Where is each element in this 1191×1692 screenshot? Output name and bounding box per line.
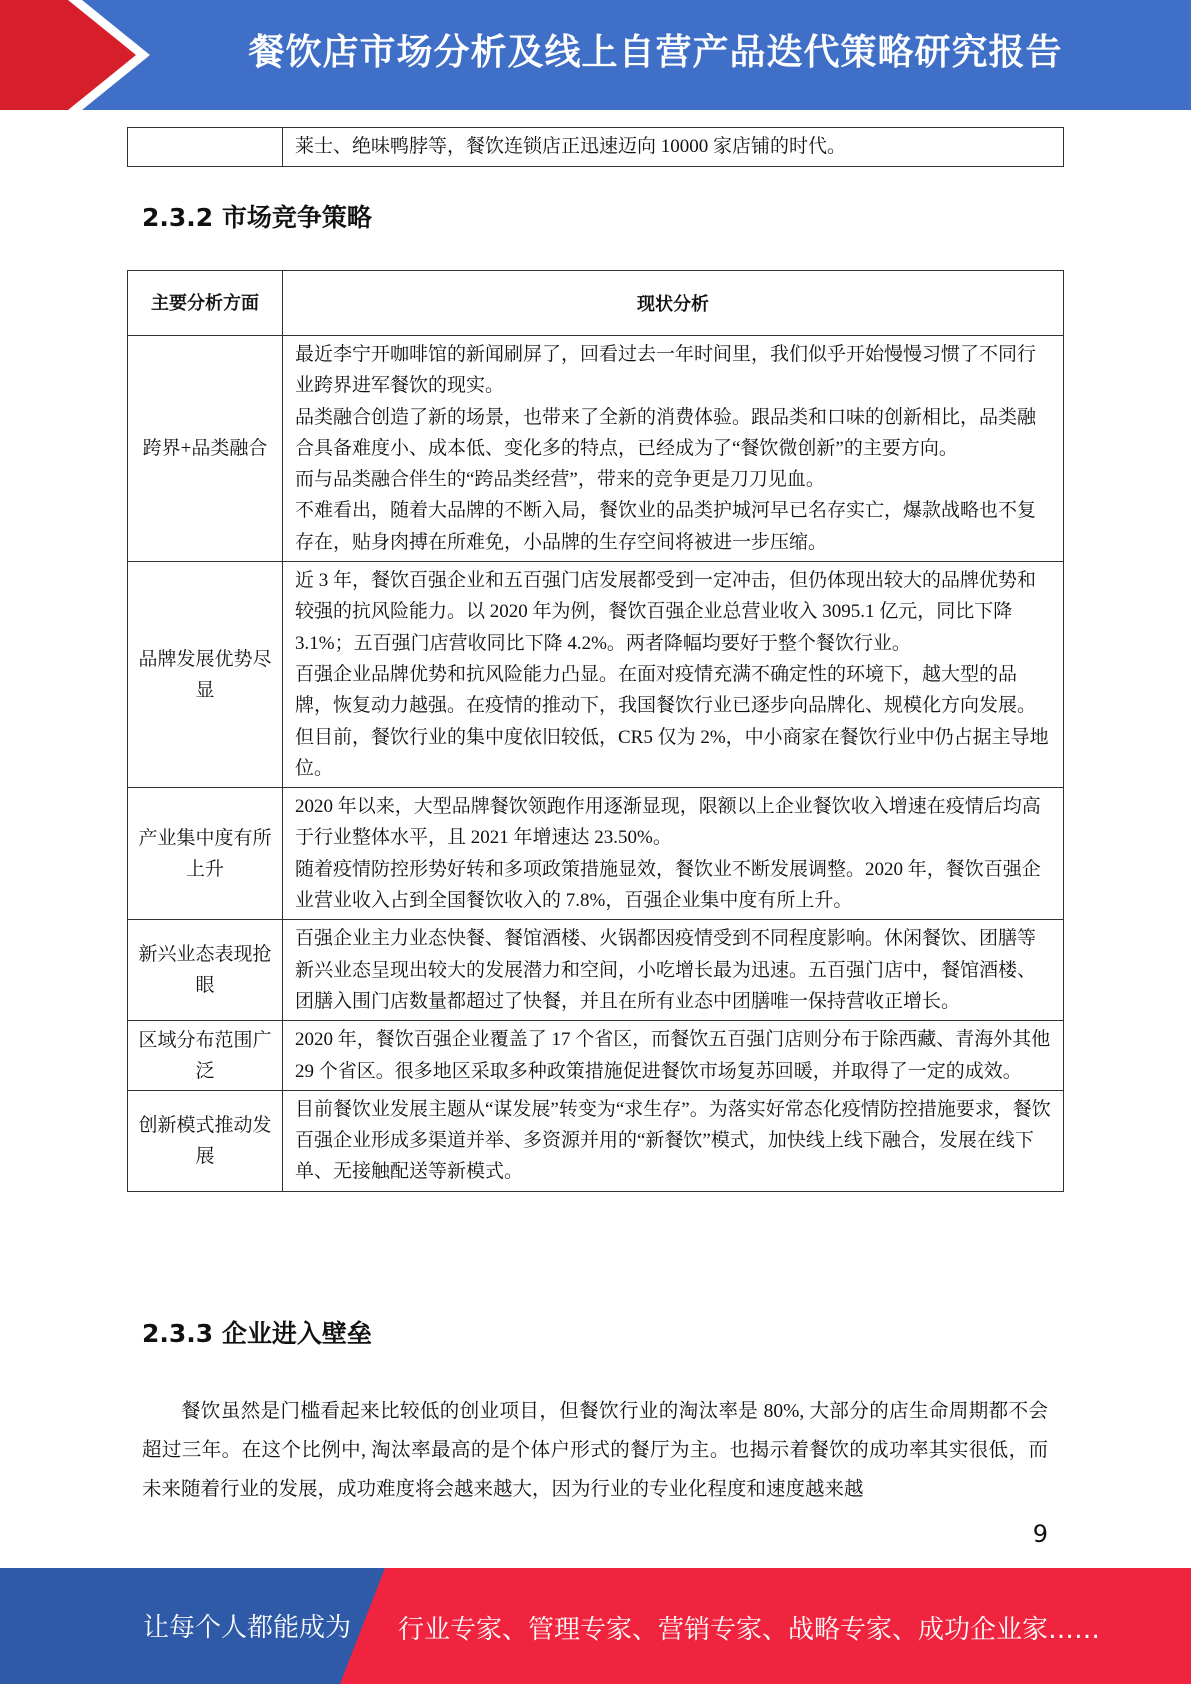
table-row [128,1090,1064,1191]
table-row [128,788,1064,920]
table-row [128,920,1064,1021]
continued-table [127,127,1064,167]
analysis-cell [283,788,1064,920]
analysis-cell [283,336,1064,562]
aspect-cell: 品牌发展优势尽显 [128,562,283,788]
analysis-paragraph: 而与品类融合伴生的“跨品类经营”，带来的竞争更是刀刀见血。 [295,469,825,491]
analysis-paragraph: 2020 年，餐饮百强企业覆盖了 17 个省区，而餐饮五百强门店则分布于除西藏、青海外其他 29 个省区。很多地区采取多种政策措施促进餐饮市场复苏回暖，并取得了一定的成效。 [295,1029,1051,1082]
analysis-cell [283,1090,1064,1191]
continued-analysis-cell: 莱士、绝味鸭脖等，餐饮连锁店正迅速迈向 10000 家店铺的时代。 [283,128,1064,167]
analysis-cell [283,920,1064,1021]
section-heading-233: 2.3.3 企业进入壁垒 [142,1319,372,1348]
table-row [128,336,1064,562]
analysis-paragraph: 百强企业主力业态快餐、餐馆酒楼、火锅都因疫情受到不同程度影响。休闲餐饮、团膳等新兴业态呈现出较大的发展潜力和空间，小吃增长最为迅速。五百强门店中，餐馆酒楼、团膳入围门店数量都超过了快餐，并且在所有业态中团膳唯一保持营收正增长。 [295,928,1037,1012]
analysis-paragraph: 最近李宁开咖啡馆的新闻刷屏了，回看过去一年时间里，我们似乎开始慢慢习惯了不同行业跨界进军餐饮的现实。 [295,344,1037,397]
footer-slogan-left: 让每个人都能成为 [143,1613,352,1643]
section-heading-232: 2.3.2 市场竞争策略 [142,203,372,232]
aspect-cell: 新兴业态表现抢眼 [128,920,283,1021]
analysis-paragraph: 近 3 年，餐饮百强企业和五百强门店发展都受到一定冲击，但仍体现出较大的品牌优势和较强的抗风险能力。以 2020 年为例，餐饮百强企业总营业收入 3095.1 亿元，同比下降 3.1%；五百强门店营收同比下降 4.2%。两者降幅均要好于整个餐饮行业。 [295,570,1037,654]
analysis-paragraph: 百强企业品牌优势和抗风险能力凸显。在面对疫情充满不确定性的环境下，越大型的品牌，恢复动力越强。在疫情的推动下，我国餐饮行业已逐步向品牌化、规模化方向发展。但目前，餐饮行业的集中度依旧较低，CR5 仅为 2%，中小商家在餐饮行业中仍占据主导地位。 [295,663,1049,779]
page-footer [0,1568,1191,1684]
analysis-cell [283,562,1064,788]
page-number: 9 [1032,1520,1048,1548]
table-header-row [128,271,1064,336]
report-title: 餐饮店市场分析及线上自营产品迭代策略研究报告 [248,32,1063,73]
aspect-cell: 跨界+品类融合 [128,336,283,562]
table-row [128,562,1064,788]
analysis-paragraph: 目前餐饮业发展主题从“谋发展”转变为“求生存”。为落实好常态化疫情防控措施要求，餐饮百强企业形成多渠道并举、多资源并用的“新餐饮”模式，加快线上线下融合，发展在线下单、无接触配送等新模式。 [295,1098,1051,1183]
header-red-arrow [0,0,150,110]
aspect-cell: 产业集中度有所上升 [128,788,283,920]
header-aspect: 主要分析方面 [128,271,283,336]
analysis-paragraph: 品类融合创造了新的场景，也带来了全新的消费体验。跟品类和口味的创新相比，品类融合具备难度小、成本低、变化多的特点，已经成为了“餐饮微创新”的主要方向。 [295,406,1037,459]
footer-slogan-right: 行业专家、管理专家、营销专家、战略专家、成功企业家…… [398,1615,1101,1645]
body-paragraph: 餐饮虽然是门槛看起来比较低的创业项目，但餐饮行业的淘汰率是 80%, 大部分的店生命周期都不会超过三年。在这个比例中, 淘汰率最高的是个体户形式的餐厅为主。也揭示着餐饮的成功率其实很低，而未来随着行业的发展，成功难度将会越来越大，因为行业的专业化程度和速度越来越 [142,1401,1048,1500]
continued-aspect-cell [128,128,283,167]
aspect-cell: 区域分布范围广泛 [128,1021,283,1091]
analysis-paragraph: 2020 年以来，大型品牌餐饮领跑作用逐渐显现，限额以上企业餐饮收入增速在疫情后均高于行业整体水平，且 2021 年增速达 23.50%。 [295,796,1041,849]
analysis-paragraph: 随着疫情防控形势好转和多项政策措施显效，餐饮业不断发展调整。2020 年，餐饮百强企业营业收入占到全国餐饮收入的 7.8%，百强企业集中度有所上升。 [295,858,1041,912]
competition-strategy-table [127,270,1064,1192]
aspect-cell: 创新模式推动发展 [128,1090,283,1191]
table-row [128,1021,1064,1091]
analysis-paragraph: 不难看出，随着大品牌的不断入局，餐饮业的品类护城河早已名存实亡，爆款战略也不复存在，贴身肉搏在所难免，小品牌的生存空间将被进一步压缩。 [295,500,1037,553]
analysis-cell [283,1021,1064,1091]
header-analysis: 现状分析 [283,271,1064,336]
page-header [0,0,1191,110]
table-row [128,128,1064,167]
